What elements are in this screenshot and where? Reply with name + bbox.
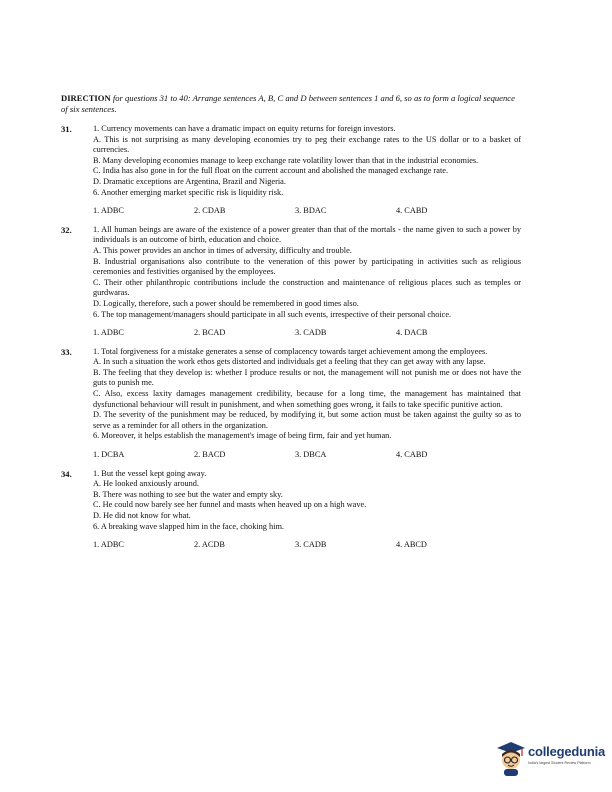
question-32 xyxy=(61,225,521,339)
option-2: 2. ACDB xyxy=(194,540,225,550)
option-2: 2. BACD xyxy=(194,450,226,460)
sentence-d: D. Dramatic exceptions are Argentina, Brazil and Nigeria. xyxy=(93,176,286,186)
sentence-a: A. This power provides an anchor in times of adversity, difficulty and trouble. xyxy=(93,245,352,255)
sentence-1: 1. Currency movements can have a dramatic impact on equity returns for foreign investors. xyxy=(93,124,396,133)
sentence-a: A. In such a situation the work ethos gets distorted and individuals get a feeling that they can get away with any lapse. xyxy=(93,357,486,367)
option-3: 3. DBCA xyxy=(295,450,327,460)
answer-options xyxy=(93,540,521,551)
mascot-icon xyxy=(495,740,527,776)
answer-options xyxy=(93,328,521,339)
option-2: 2. BCAD xyxy=(194,328,226,338)
sentence-b: B. There was nothing to see but the water and empty sky. xyxy=(93,489,283,499)
sentence-6: 6. A breaking wave slapped him in the face, choking him. xyxy=(93,521,285,531)
option-1: 1. DCBA xyxy=(93,450,125,460)
option-2: 2. CDAB xyxy=(194,206,226,216)
question-34 xyxy=(61,469,521,551)
question-33 xyxy=(61,347,521,461)
question-number: 33. xyxy=(61,346,72,357)
option-4: 4. DACB xyxy=(396,328,428,338)
sentence-d: D. Logically, therefore, such a power should be remembered in good times also. xyxy=(93,298,359,308)
sentence-6: 6. The top management/managers should participate in all such events, irrespective of their personal choice. xyxy=(93,309,452,319)
option-4: 4. ABCD xyxy=(396,540,427,550)
direction-label: DIRECTION xyxy=(61,93,111,103)
sentence-c: C. Also, excess laxity damages management credibility, because for a long time, the management has maintained that dysfunctional behaviour will result in punishment, and when something goes wrong, it fails to take specific punitive action. xyxy=(93,389,521,409)
sentence-b: B. Many developing economies manage to keep exchange rate volatility lower than that in the industrial economies. xyxy=(93,155,479,165)
option-4: 4. CABD xyxy=(396,450,428,460)
sentence-d: D. The severity of the punishment may be reduced, by modifying it, but some action must be taken against the guilty so as to serve as a reminder for all others in the organization. xyxy=(93,410,521,430)
collegedunia-logo xyxy=(495,740,605,780)
sentence-d: D. He did not know for what. xyxy=(93,511,191,520)
question-number: 34. xyxy=(61,468,72,479)
sentence-c: C. He could now barely see her funnel and masts when heaved up on a high wave. xyxy=(93,500,367,510)
sentence-1: 1. All human beings are aware of the existence of a power greater than that of the mortals - the name given to such a power by individuals is an outcome of birth, education and choice. xyxy=(93,224,521,245)
sentence-b: B. The feeling that they develop is: whether I produce results or not, the management will not punish me or does not have the guts to punish me. xyxy=(93,367,521,388)
sentence-a: A. He looked anxiously around. xyxy=(93,479,199,489)
option-1: 1. ADBC xyxy=(93,206,124,216)
option-1: 1. ADBC xyxy=(93,540,124,550)
option-3: 3. CADB xyxy=(295,328,327,338)
option-4: 4. CABD xyxy=(396,206,428,216)
direction-body: for questions 31 to 40: Arrange sentences A, B, C and D between sentences 1 and 6, so as to form a logical sequence of six sentences. xyxy=(61,93,515,114)
document-page xyxy=(61,93,521,559)
sentence-c: C. Their other philanthropic contributions include the construction and maintenance of religious places such as temples or gurdwaras. xyxy=(93,277,521,298)
sentence-1: 1. But the vessel kept going away. xyxy=(93,468,207,478)
question-number: 32. xyxy=(61,224,72,235)
logo-tagline: India's largest Student Review Platform xyxy=(528,761,591,765)
answer-options xyxy=(93,206,521,217)
option-3: 3. CADB xyxy=(295,540,327,550)
sentence-b: B. Industrial organisations also contribute to the veneration of this power by participating in activities such as religious ceremonies and festivities organised by the employees. xyxy=(93,256,521,277)
answer-options xyxy=(93,450,521,461)
sentence-c: C. India has also gone in for the full float on the current account and abolished the managed exchange rate. xyxy=(93,166,449,176)
option-1: 1. ADBC xyxy=(93,328,124,338)
question-31 xyxy=(61,124,521,217)
sentence-6: 6. Another emerging market specific risk is liquidity risk. xyxy=(93,187,284,197)
option-3: 3. BDAC xyxy=(295,206,327,216)
direction-text xyxy=(61,93,521,115)
sentence-6: 6. Moreover, it helps establish the management's image of being firm, fair and yet human. xyxy=(93,431,392,441)
question-number: 31. xyxy=(61,124,72,134)
sentence-a: A. This is not surprising as many developing economies try to peg their exchange rates to the US dollar or to a basket of currencies. xyxy=(93,134,521,155)
sentence-1: 1. Total forgiveness for a mistake generates a sense of complacency towards target achievement among the employees. xyxy=(93,346,488,356)
logo-text: collegedunia xyxy=(528,744,606,759)
